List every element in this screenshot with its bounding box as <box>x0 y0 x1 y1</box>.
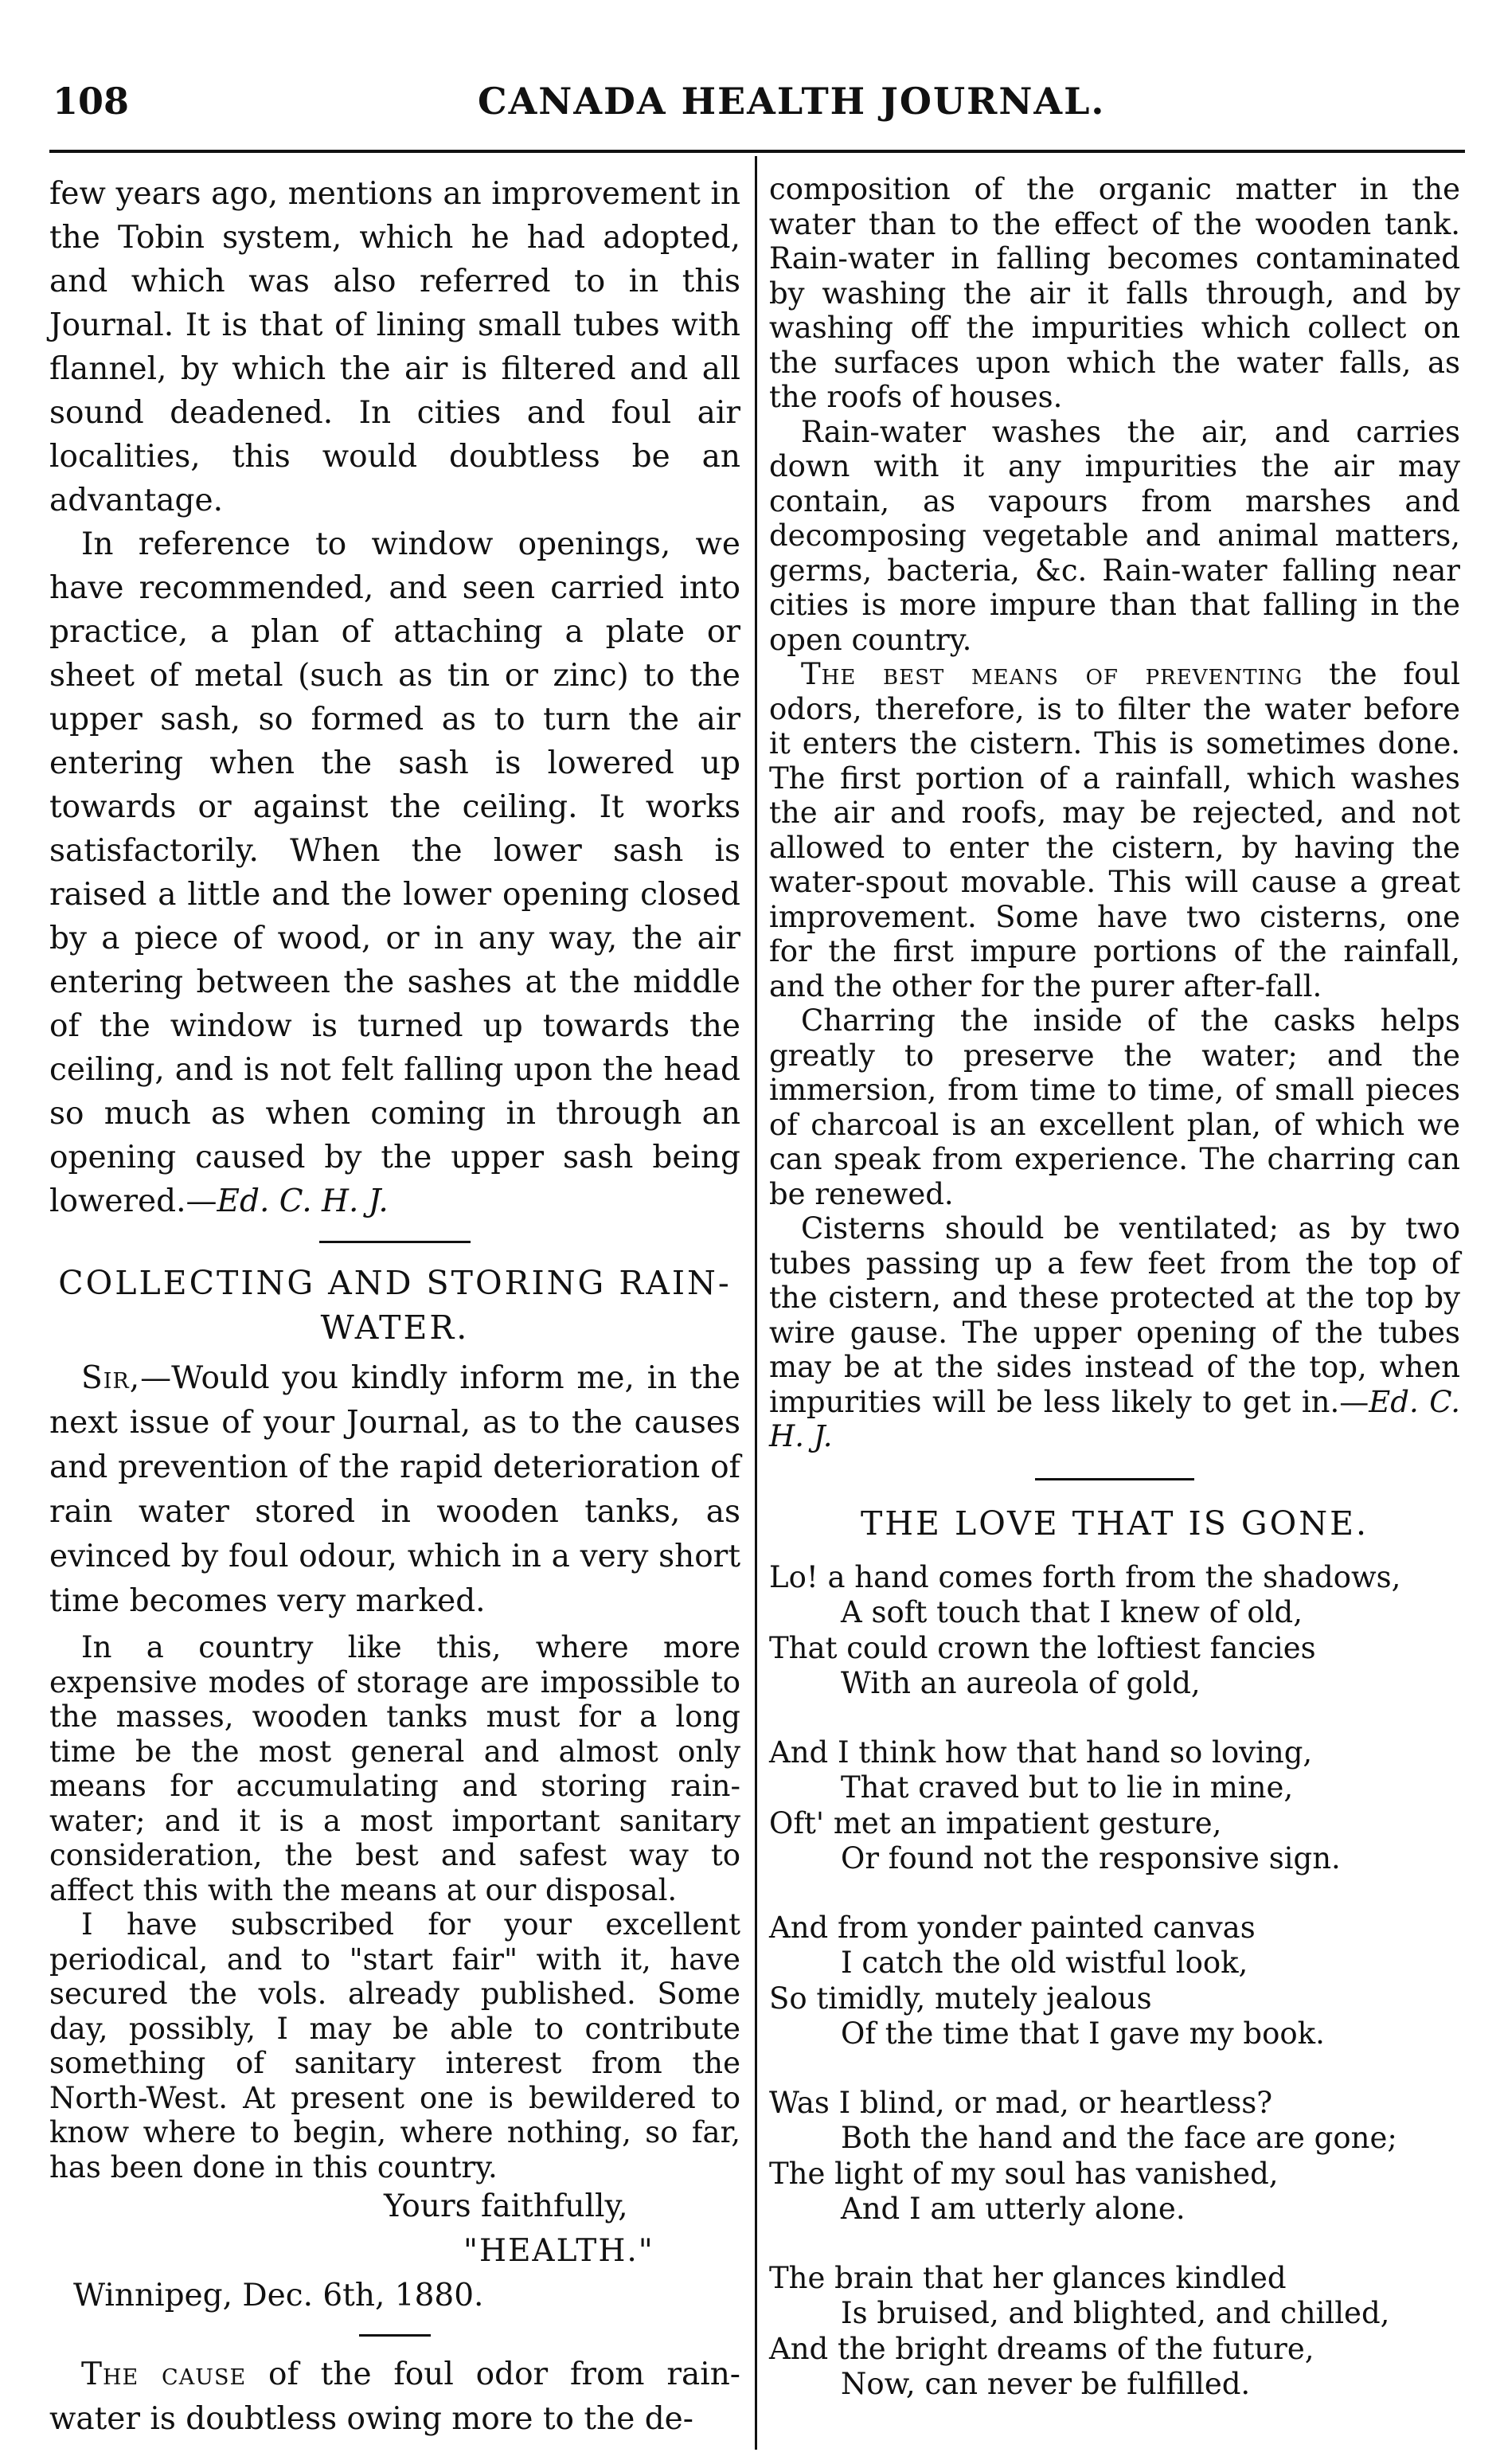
running-head: CANADA HEALTH JOURNAL. <box>478 80 1106 123</box>
poem-line: A soft touch that I knew of old, <box>841 1595 1303 1629</box>
page-number: 108 <box>53 80 130 123</box>
poem-stanza <box>769 1560 1460 1702</box>
poem-line: Oft' met an impatient gesture, <box>769 1805 1222 1840</box>
page-header <box>48 80 1465 143</box>
poem-line: And I am utterly alone. <box>841 2192 1186 2226</box>
poem-stanza <box>769 1911 1460 2052</box>
paragraph-text: In reference to window openings, we have recommended, and seen carried into practice, a plan of attaching a plate or sheet of metal (such as tin or zinc) to the upper sash, so formed as to turn the air entering when the sash is lowered up towards or against the ceiling. It works satisfactorily. When the lower sash is raised a little and the lower opening closed by a piece of wood, or in any way, the air entering between the sashes at the middle of the window is turned up towards the ceiling, and is not felt falling upon the head so much as when coming in through an opening caused by the upper sash being lowered.— <box>49 526 740 1219</box>
poem-line: The light of my soul has vanished, <box>769 2156 1279 2191</box>
poem-title: THE LOVE THAT IS GONE. <box>860 1504 1369 1543</box>
poem-line: And I think how that hand so loving, <box>769 1735 1313 1770</box>
paragraph-best-means <box>769 657 1460 1003</box>
letter-paragraph-3: I have subscribed for your excellent periodical, and to "start fair" with it, have secured the vols. already published. Some day, possibly, I may be able to contribute something of sanitary interest from the North-West. At present one is bewildered to know where to begin, where nothing, so far, has been done in this country. <box>49 1907 740 2184</box>
poem <box>769 1560 1460 2403</box>
paragraph-text: Cisterns should be ventilated; as by two tubes passing up a few feet from the top of the cistern, and these protected at the top by wire gause. The upper opening of the tubes may be at the sides instead of the top, when impurities will be less likely to get in.— <box>769 1211 1460 1419</box>
poem-line: So timidly, mutely jealous <box>769 1981 1152 2016</box>
poem-line: That could crown the loftiest fancies <box>769 1630 1316 1665</box>
poem-line: Lo! a hand comes forth from the shadows, <box>769 1559 1401 1594</box>
paragraph-continued-right: composition of the organic matter in the water than to the effect of the wooden tank. Rain-water in falling becomes contaminated by washing the air it falls through, and by washing off the impurities which collect on the surfaces upon which the water falls, as the roofs of houses. <box>769 172 1460 414</box>
paragraph-charring: Charring the inside of the casks helps greatly to preserve the water; and the immersion, from time to time, of small pieces of charcoal is an excellent plan, of which we can speak from experience. The charring can be renewed. <box>769 1003 1460 1211</box>
letter-paragraph <box>49 1356 740 1624</box>
header-rule <box>49 150 1465 153</box>
poem-line: That craved but to lie in mine, <box>841 1770 1294 1805</box>
poem-line: And from yonder painted canvas <box>769 1910 1256 1945</box>
paragraph-text: the foul odors, therefore, is to filter the water before it enters the cistern. This is sometimes done. The first portion of a rainfall, which washes the air and roofs, may be rejected, and not allowed to enter the cistern, by having the water-spout movable. This will cause a great improvement. Some have two cisterns, one for the first impure portions of the rainfall, and the other for the purer after-fall. <box>769 657 1460 1003</box>
letter-closing-block <box>49 2184 740 2318</box>
letter-text: —Would you kindly inform me, in the next issue of your Journal, as to the causes and prevention of the rapid deterioration of rain water stored in wooden tanks, as evinced by foul odour, which in a very short time becomes very marked. <box>49 1360 740 1619</box>
poem-line: The brain that her glances kindled <box>769 2260 1287 2295</box>
column-divider <box>755 156 757 2450</box>
poem-line: Is bruised, and blighted, and chilled, <box>841 2296 1390 2330</box>
left-column <box>49 172 740 2442</box>
paragraph-rain-washes: Rain-water washes the air, and carries down with it any impurities the air may contain, as vapours from marshes and decomposing vegetable and animal matters, germs, bacteria, &c. Rain-water falling near cities is more impure than that falling in the open country. <box>769 414 1460 657</box>
article-title: COLLECTING AND STORING RAIN-WATER. <box>58 1264 732 1347</box>
letter-salutation: Sir, <box>81 1360 141 1396</box>
paragraph-lead: The best means of preventing <box>801 657 1303 691</box>
letter-closing: Yours faithfully, <box>384 2188 628 2224</box>
paragraph-ventilation <box>769 1211 1460 1454</box>
letter-signature: "HEALTH." <box>463 2233 654 2269</box>
poem-stanza <box>769 2261 1460 2403</box>
poem-line: Or found not the responsive sign. <box>841 1841 1341 1875</box>
paragraph-window-openings <box>49 522 740 1223</box>
letter-place-date: Winnipeg, Dec. 6th, 1880. <box>73 2278 484 2313</box>
editor-signature: Ed. C. H. J. <box>769 1384 1460 1453</box>
reply-lead: The cause <box>81 2356 247 2392</box>
poem-line: With an aureola of gold, <box>841 1666 1201 1700</box>
poem-line: Now, can never be fulfilled. <box>841 2367 1251 2401</box>
poem-line: Both the hand and the face are gone; <box>841 2121 1397 2155</box>
letter-paragraph-2: In a country like this, where more expensive modes of storage are impossible to the masses, wooden tanks must for a long time be the most general and almost only means for accumulating and storing rain-water; and it is a most important sanitary consideration, the best and safest way to affect this with the means at our disposal. <box>49 1630 740 1907</box>
reply-paragraph <box>49 2353 740 2442</box>
poem-line: I catch the old wistful look, <box>841 1946 1248 1980</box>
poem-line: Was I blind, or mad, or heartless? <box>769 2085 1273 2120</box>
paragraph-continued: few years ago, mentions an improvement in the Tobin system, which he had adopted, and which was also referred to in this Journal. It is that of lining small tubes with flannel, by which the air is filtered and all sound deadened. In cities and foul air localities, this would doubtless be an advantage. <box>49 176 740 518</box>
poem-stanza <box>769 2086 1460 2227</box>
poem-line: Of the time that I gave my book. <box>841 2016 1325 2051</box>
right-column <box>769 172 1460 2436</box>
poem-line: And the bright dreams of the future, <box>769 2331 1314 2366</box>
poem-stanza <box>769 1735 1460 1877</box>
reply-text: of the foul odor from rain-water is doubtless owing more to the de- <box>49 2356 740 2437</box>
editor-signature: Ed. C. H. J. <box>217 1183 389 1219</box>
